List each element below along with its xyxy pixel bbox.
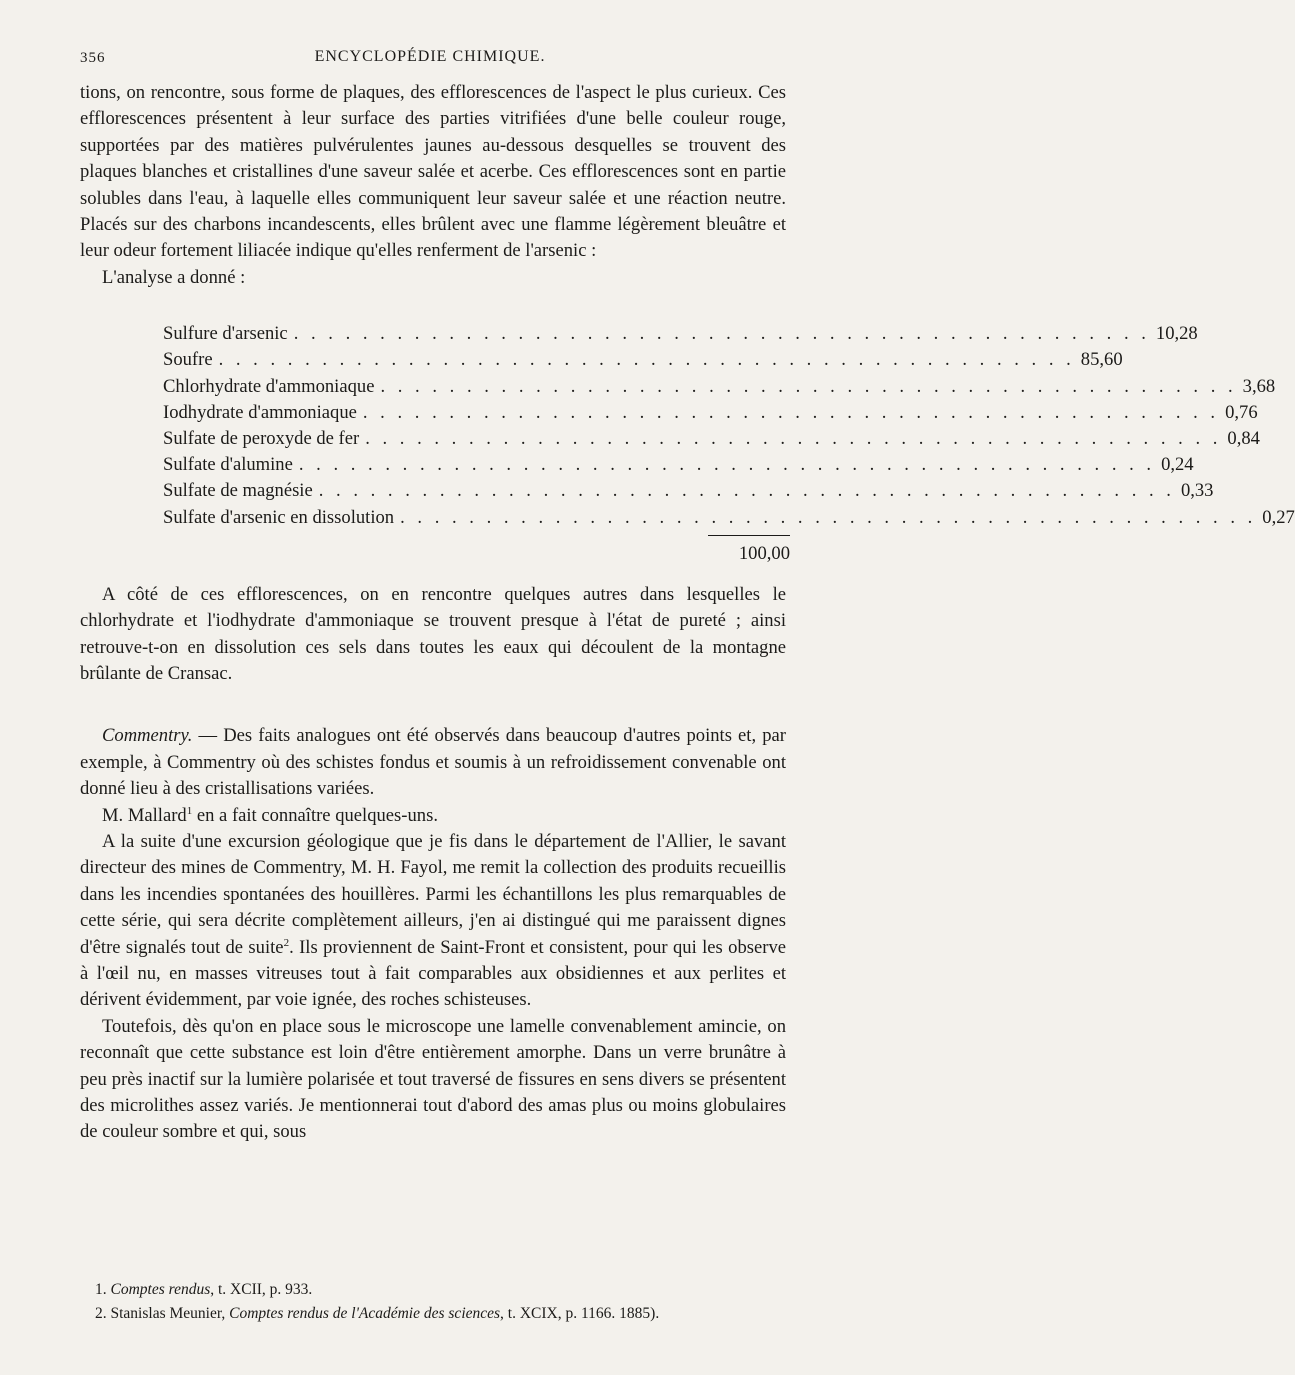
analysis-label: Sulfate d'alumine [163, 454, 293, 476]
section-title-commentry: Commentry. [102, 725, 193, 747]
analysis-value: 3,68 [1242, 375, 1276, 397]
analysis-value: 0,27 [1262, 506, 1295, 528]
leader-dots: . . . . . . . . . . . . . . . . . . . . . . . . . . . . . . . . . . . . . . . . . . . . . . . . . . [365, 428, 1222, 449]
analysis-row [163, 400, 1258, 426]
paragraph-excursion-text-end: . Ils proviennent de Saint-Front et consistent, pour qui les observe à l'œil nu, en masses vitreuses tout à fait comparables aux obsidiennes et aux perlites et dérivent évidemment, par voie ignée, des roches schisteuses. [80, 936, 786, 1011]
footnote-title: Comptes rendus [110, 1281, 211, 1298]
footnote-number: 1. [95, 1281, 107, 1298]
paragraph-mallard [80, 803, 786, 829]
footnote-1 [95, 1278, 785, 1302]
running-title: ENCYCLOPÉDIE CHIMIQUE. [314, 48, 546, 65]
leader-dots: . . . . . . . . . . . . . . . . . . . . . . . . . . . . . . . . . . . . . . . . . . . . . . . . . . [218, 349, 1075, 371]
analysis-label: Sulfure d'arsenic [163, 323, 288, 345]
page-number: 356 [80, 50, 106, 66]
analysis-row [163, 374, 1276, 400]
analysis-value: 0,33 [1180, 480, 1214, 502]
analysis-label: Sulfate de magnésie [163, 480, 313, 502]
footnote-author: Stanislas Meunier, [110, 1305, 230, 1322]
paragraph-commentry [80, 723, 786, 802]
analysis-row [163, 347, 1123, 373]
leader-dots: . . . . . . . . . . . . . . . . . . . . . . . . . . . . . . . . . . . . . . . . . . . . . . . . . . [318, 480, 1175, 502]
paragraph-microscope: Toutefois, dès qu'on en place sous le microscope une lamelle convenablement amincie, on reconnaît que cette substance est loin d'être entièrement amorphe. Dans un verre brunâtre à peu près inactif sur la lumière polarisée et tout traversé de fissures en sens divers se présentent des microlithes assez variés. Je mentionnerai tout d'abord des amas plus ou moins globulaires de couleur sombre et qui, sous [80, 1015, 786, 1143]
analysis-label: Sulfate de peroxyde de fer [163, 428, 360, 449]
analysis-value: 0,24 [1161, 454, 1194, 476]
footnotes [95, 1278, 785, 1326]
paragraph-excursion-text: A la suite d'une excursion géologique que je fis dans le département de l'Allier, le savant directeur des mines de Commentry, M. H. Fayol, me remit la collection des produits recueillis dans les incendies spontanées des houillères. Parmi les échantillons les plus remarquables de cette série, qui sera décrite complètement ailleurs, j'en ai distingué qui me paraissent dignes d'être signalés tout de suite [80, 831, 786, 958]
footnote-citation: , t. XCII, p. 933. [210, 1281, 313, 1298]
analysis-label: Iodhydrate d'ammoniaque [163, 401, 357, 423]
analysis-row [163, 452, 1194, 478]
footnote-ref-1: 1 [186, 804, 193, 817]
paragraph-1: tions, on rencontre, sous forme de plaques, des efflorescences de l'aspect le plus curieux. Ces efflorescences présentent à leur surface des parties vitrifiées d'une belle couleur rouge, supportées par des matières pulvérulentes jaunes au-dessous desquelles se trouvent des plaques blanches et cristallines d'une saveur salée et acerbe. Ces efflorescences sont en partie solubles dans l'eau, à laquelle elles communiquent leur saveur salée et une réaction neutre. Placés sur des charbons incandescents, elles brûlent avec une flamme légèrement bleuâtre et leur odeur fortement liliacée indique qu'elles renferment de l'arsenic : [80, 82, 786, 262]
analysis-total: 100,00 [738, 542, 790, 564]
analysis-value: 0,84 [1227, 428, 1260, 449]
running-header [80, 44, 780, 72]
footnote-2 [95, 1302, 785, 1326]
footnote-ref-2: 2 [283, 936, 290, 949]
analysis-row [163, 426, 1260, 452]
paragraph-3: A côté de ces efflorescences, on en rencontre quelques autres dans lesquelles le chlorhydrate et l'iodhydrate d'ammoniaque se trouvent presque à l'état de pureté ; ainsi retrouve-t-on en dissolution ces sels dans toutes les eaux qui découlent de la montagne brûlante de Cransac. [80, 583, 786, 684]
analysis-row [163, 478, 1214, 504]
analysis-row [163, 505, 1295, 531]
analysis-value: 10,28 [1155, 323, 1198, 345]
leader-dots: . . . . . . . . . . . . . . . . . . . . . . . . . . . . . . . . . . . . . . . . . . . . . . . . . . [400, 506, 1257, 528]
analysis-label: Sulfate d'arsenic en dissolution [163, 506, 395, 528]
paragraph-mallard-text: M. Mallard [102, 804, 187, 826]
body-text [80, 80, 1295, 1146]
footnote-citation: , t. XCIX, p. 1166. 1885). [500, 1305, 660, 1322]
leader-dots: . . . . . . . . . . . . . . . . . . . . . . . . . . . . . . . . . . . . . . . . . . . . . . . . . . [380, 375, 1237, 397]
analysis-value: 0,76 [1225, 401, 1258, 423]
paragraph-commentry-text: — Des faits analogues ont été observés dans beaucoup d'autres points et, par exemple, à Commentry où des schistes fondus et soumis à un refroidissement convenable ont donné lieu à des cristallisations variées. [80, 725, 786, 800]
footnote-title: Comptes rendus de l'Académie des sciences [229, 1305, 501, 1322]
analysis-table [163, 321, 1295, 568]
analysis-value: 85,60 [1080, 349, 1123, 371]
footnote-number: 2. [95, 1305, 107, 1322]
analysis-label: Chlorhydrate d'ammoniaque [163, 375, 375, 397]
analysis-row [163, 321, 1198, 347]
paragraph-mallard-text-end: en a fait connaître quelques-uns. [192, 804, 438, 826]
leader-dots: . . . . . . . . . . . . . . . . . . . . . . . . . . . . . . . . . . . . . . . . . . . . . . . . . . [298, 454, 1156, 476]
analysis-label: Soufre [163, 349, 213, 371]
leader-dots: . . . . . . . . . . . . . . . . . . . . . . . . . . . . . . . . . . . . . . . . . . . . . . . . . . [362, 401, 1220, 423]
paragraph-analysis-intro: L'analyse a donné : [102, 266, 246, 288]
sum-rule [708, 535, 790, 536]
paragraph-excursion [80, 829, 786, 1014]
leader-dots: . . . . . . . . . . . . . . . . . . . . . . . . . . . . . . . . . . . . . . . . . . . . . . . . . . [293, 323, 1150, 345]
